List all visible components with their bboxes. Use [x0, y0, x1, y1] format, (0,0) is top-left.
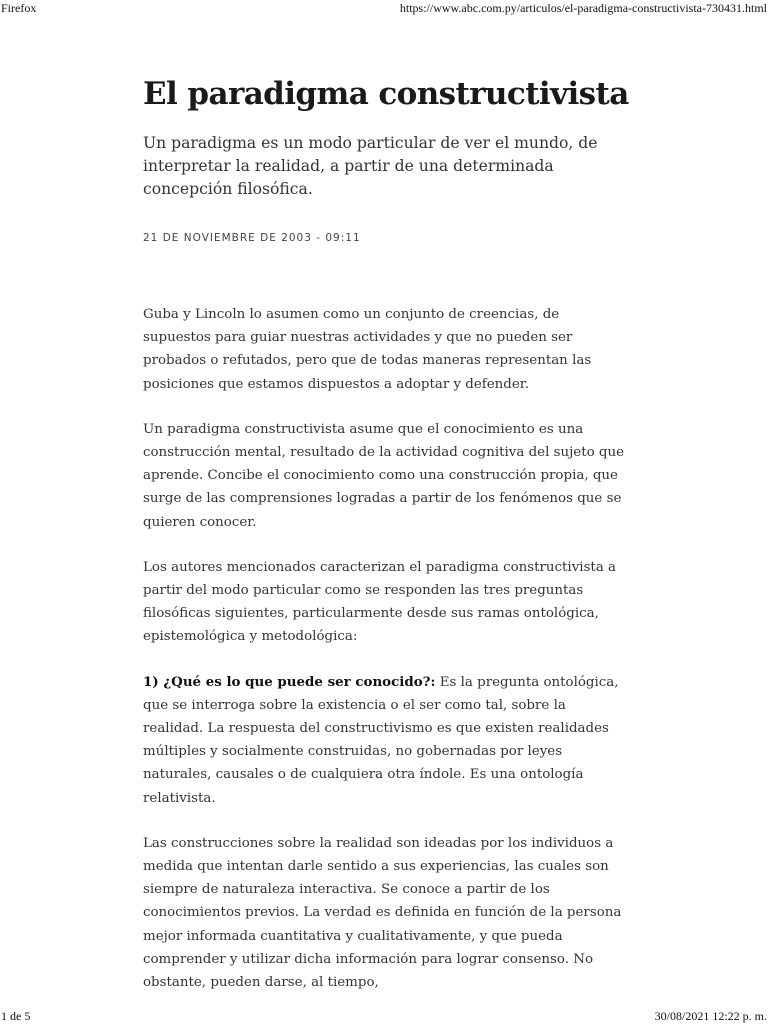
print-datetime: 30/08/2021 12:22 p. m.: [654, 1009, 767, 1023]
ontological-question: 1) ¿Qué es lo que puede ser conocido?:: [143, 673, 436, 690]
print-header: [0, 0, 768, 16]
browser-name: Firefox: [1, 1, 37, 15]
article: [143, 68, 628, 1016]
article-body: [143, 303, 628, 994]
page-counter: 1 de 5: [1, 1009, 31, 1023]
article-lead: Un paradigma es un modo particular de ver el mundo, de interpretar la realidad, a partir de una determinada concepción filosófica.: [143, 134, 598, 198]
article-title: El paradigma constructivista: [143, 76, 629, 112]
paragraph-3: Los autores mencionados caracterizan el paradigma constructivista a partir del modo particular como se responden las tres preguntas filosóficas siguientes, particularmente desde sus ramas ontológica, epistemológica y metodológica:: [143, 559, 617, 645]
paragraph-5: Las construcciones sobre la realidad son ideadas por los individuos a medida que intentan darle sentido a sus experiencias, las cuales son siempre de naturaleza interactiva. Se conoce a partir de los conocimientos previos. La verdad es definida en función de la persona mejor informada cuantitativa y cualitativamente, y que pueda comprender y utilizar dicha información para lograr consenso. No obstante, pueden darse, al tiempo,: [143, 835, 622, 991]
ontological-answer: Es la pregunta ontológica, que se interroga sobre la existencia o el ser como tal, sobre la realidad. La respuesta del constructivismo es que existen realidades múltiples y socialmente construidas, no gobernadas por leyes naturales, causales o de cualquiera otra índole. Es una ontología relativista.: [143, 674, 619, 806]
paragraph-2: Un paradigma constructivista asume que el conocimiento es una construcción mental, resultado de la actividad cognitiva del sujeto que aprende. Concibe el conocimiento como una construcción propia, que surge de las comprensiones logradas a partir de los fenómenos que se quieren conocer.: [143, 421, 625, 530]
article-dateline: 21 DE NOVIEMBRE DE 2003 - 09:11: [143, 232, 361, 244]
print-footer: [0, 1008, 768, 1024]
paragraph-4: [143, 671, 628, 810]
page-url[interactable]: https://www.abc.com.py/articulos/el-paradigma-constructivista-730431.html: [399, 1, 767, 15]
paragraph-1: Guba y Lincoln lo asumen como un conjunto de creencias, de supuestos para guiar nuestras actividades y que no pueden ser probados o refutados, pero que de todas maneras representan las posiciones que estamos dispuestos a adoptar y defender.: [143, 307, 592, 392]
